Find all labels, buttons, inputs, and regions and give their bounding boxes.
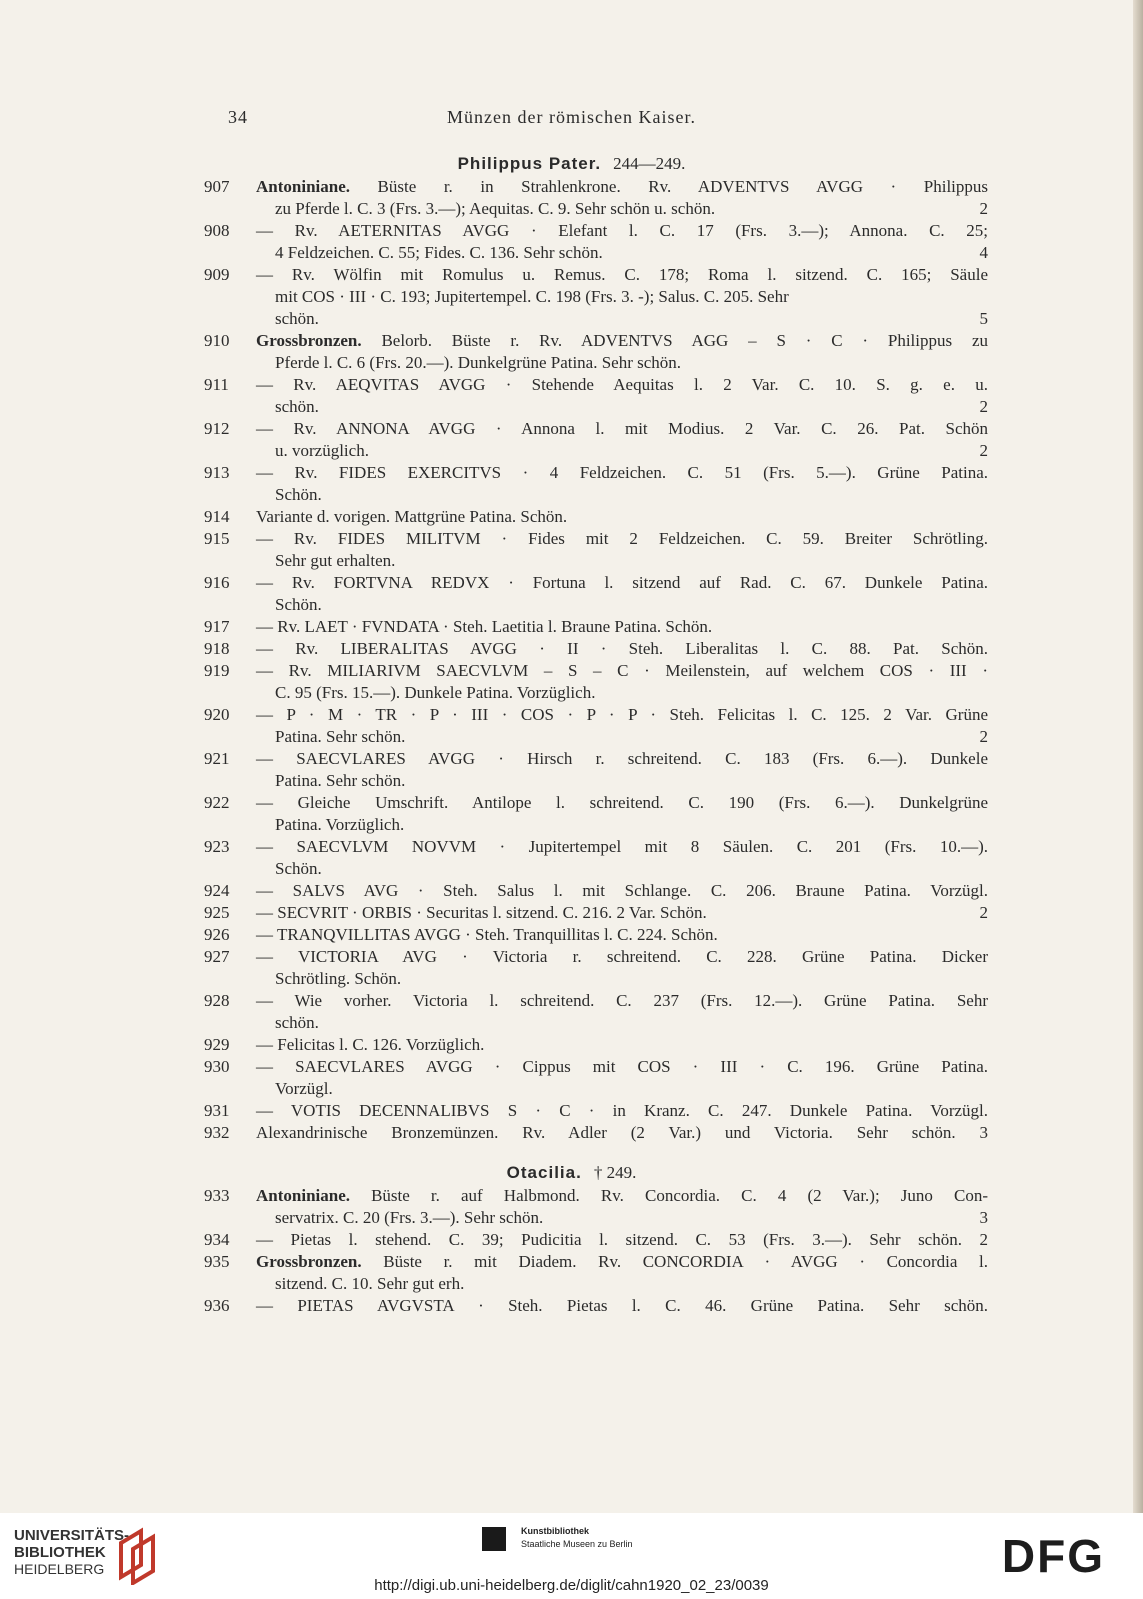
entry-number: 908 xyxy=(204,221,230,240)
entry-number: 917 xyxy=(204,617,230,636)
section-dates: † 249. xyxy=(593,1163,637,1182)
entry-number: 928 xyxy=(204,991,230,1010)
entry-continuation: Patina. Sehr schön. xyxy=(275,771,406,790)
entry-line-1 xyxy=(256,990,988,1012)
entry-continuation: sitzend. C. 10. Sehr gut erh. xyxy=(275,1274,465,1293)
entry-number: 925 xyxy=(204,903,230,922)
entry-number: 924 xyxy=(204,881,230,900)
entry-text: — Rv. FORTVNA REDVX · Fortuna l. sitzend auf Rad. C. 67. Dunkele Patina. xyxy=(256,573,988,592)
entry-line-1 xyxy=(256,1251,988,1273)
entry-line-1 xyxy=(256,572,988,594)
entry-text: — Gleiche Umschrift. Antilope l. schreitend. C. 190 (Frs. 6.—). Dunkelgrüne xyxy=(256,793,988,812)
running-header xyxy=(0,107,1143,131)
entry-count: 2 xyxy=(979,441,988,460)
entry-count: 2 xyxy=(979,727,988,746)
entry-continuation: Patina. Vorzüglich. xyxy=(275,815,405,834)
entry-text: Büste r. mit Diadem. Rv. CONCORDIA · AVGG · Concordia l. xyxy=(361,1252,988,1271)
entry-text: — TRANQVILLITAS AVGG · Steh. Tranquillitas l. C. 224. Schön. xyxy=(256,925,718,944)
entry-number: 922 xyxy=(204,793,230,812)
entry-number: 921 xyxy=(204,749,230,768)
entry-continuation: schön. xyxy=(275,397,319,416)
entry-line-1 xyxy=(256,1295,988,1317)
entry-number: 914 xyxy=(204,507,230,526)
entry-line-1 xyxy=(256,748,988,770)
entry-text: — P · M · TR · P · III · COS · P · P · Steh. Felicitas l. C. 125. 2 Var. Grüne xyxy=(256,705,988,724)
entry-line-1 xyxy=(256,1100,988,1122)
entry-line-1 xyxy=(256,946,988,968)
entry-text: — SAECVLARES AVGG · Cippus mit COS · III · C. 196. Grüne Patina. xyxy=(256,1057,988,1076)
entry-continuation: Sehr gut erhalten. xyxy=(275,551,396,570)
entry-continuation: Schön. xyxy=(275,485,322,504)
entry-number: 920 xyxy=(204,705,230,724)
entry-text: — Rv. ANNONA AVGG · Annona l. mit Modius. 2 Var. C. 26. Pat. Schön xyxy=(256,419,988,438)
entry-count: 2 xyxy=(979,903,988,922)
entry-count: 5 xyxy=(979,309,988,328)
entry-number: 929 xyxy=(204,1035,230,1054)
kb-line-2: Staatliche Museen zu Berlin xyxy=(521,1539,633,1549)
entry-line-1 xyxy=(256,1122,988,1144)
entry-line-1 xyxy=(256,1185,988,1207)
entry-text: — Pietas l. stehend. C. 39; Pudicitia l. sitzend. C. 53 (Frs. 3.—). Sehr schön. 2 xyxy=(256,1230,988,1249)
running-title: Münzen der römischen Kaiser. xyxy=(447,107,696,127)
entry-lead: Antoniniane. xyxy=(256,177,350,196)
page-edge-shadow xyxy=(1133,0,1143,1513)
entry-text: Büste r. in Strahlenkrone. Rv. ADVENTVS AVGG · Philippus xyxy=(350,177,988,196)
entry-number: 934 xyxy=(204,1230,230,1249)
entry-line-1 xyxy=(256,638,988,660)
entry-text: — Rv. AEQVITAS AVGG · Stehende Aequitas l. 2 Var. C. 10. S. g. e. u. xyxy=(256,375,988,394)
entry-number: 919 xyxy=(204,661,230,680)
entry-text: — Rv. LIBERALITAS AVGG · II · Steh. Liberalitas l. C. 88. Pat. Schön. xyxy=(256,639,988,658)
entry-text: — VOTIS DECENNALIBVS S · C · in Kranz. C. 247. Dunkele Patina. Vorzügl. xyxy=(256,1101,988,1120)
entry-text: — Wie vorher. Victoria l. schreitend. C. 237 (Frs. 12.—). Grüne Patina. Sehr xyxy=(256,991,988,1010)
entry-count: 3 xyxy=(979,1208,988,1227)
entry-number: 915 xyxy=(204,529,230,548)
page-number: 34 xyxy=(228,107,248,127)
entry-line-1 xyxy=(256,924,988,946)
entry-line-1 xyxy=(256,704,988,726)
entry-number: 933 xyxy=(204,1186,230,1205)
entry-count: 4 xyxy=(979,243,988,262)
kb-line-1: Kunstbibliothek xyxy=(521,1526,589,1536)
entry-number: 935 xyxy=(204,1252,230,1271)
entry-count: 2 xyxy=(979,397,988,416)
entry-line-1 xyxy=(256,220,988,242)
entry-text: Alexandrinische Bronzemünzen. Rv. Adler (2 Var.) und Victoria. Sehr schön. 3 xyxy=(256,1123,988,1142)
entry-text: — SALVS AVG · Steh. Salus l. mit Schlange. C. 206. Braune Patina. Vorzügl. xyxy=(256,881,988,900)
entry-number: 913 xyxy=(204,463,230,482)
entry-text: — Rv. LAET · FVNDATA · Steh. Laetitia l. Braune Patina. Schön. xyxy=(256,617,713,636)
section-name: Philippus Pater. xyxy=(457,154,602,173)
entry-line-1 xyxy=(256,1034,988,1056)
entry-line-1 xyxy=(256,792,988,814)
entry-continuation: Schrötling. Schön. xyxy=(275,969,402,988)
entry-number: 926 xyxy=(204,925,230,944)
entry-continuation: Vorzügl. xyxy=(275,1079,333,1098)
entry-text: — Felicitas l. C. 126. Vorzüglich. xyxy=(256,1035,485,1054)
entry-number: 912 xyxy=(204,419,230,438)
entry-line-1 xyxy=(256,1229,988,1251)
entry-line-1 xyxy=(256,880,988,902)
ub-heidelberg-logo[interactable] xyxy=(14,1527,129,1578)
entry-number: 909 xyxy=(204,265,230,284)
entry-text: — Rv. FIDES EXERCITVS · 4 Feldzeichen. C. 51 (Frs. 5.—). Grüne Patina. xyxy=(256,463,988,482)
entry-continuation: servatrix. C. 20 (Frs. 3.—). Sehr schön. xyxy=(275,1208,544,1227)
entry-text: Belorb. Büste r. Rv. ADVENTVS AGG – S · C · Philippus zu xyxy=(361,331,988,350)
entry-line-1 xyxy=(256,616,988,638)
entry-continuation: Patina. Sehr schön. xyxy=(275,727,406,746)
entry-continuation: mit COS · III · C. 193; Jupitertempel. C. 198 (Frs. 3. -); Salus. C. 205. Sehr xyxy=(275,287,789,306)
entry-line-1 xyxy=(256,374,988,396)
entry-continuation: u. vorzüglich. xyxy=(275,441,369,460)
entry-number: 930 xyxy=(204,1057,230,1076)
entry-line-1 xyxy=(256,902,988,924)
entry-number: 936 xyxy=(204,1296,230,1315)
entry-line-1 xyxy=(256,264,988,286)
entry-line-1 xyxy=(256,836,988,858)
entry-text: Büste r. auf Halbmond. Rv. Concordia. C. 4 (2 Var.); Juno Con- xyxy=(350,1186,988,1205)
footer-bar xyxy=(0,1513,1143,1599)
ub-line-1: UNIVERSITÄTS- xyxy=(14,1527,130,1544)
entry-number: 910 xyxy=(204,331,230,350)
entry-line-1 xyxy=(256,660,988,682)
entry-number: 923 xyxy=(204,837,230,856)
ub-emblem-icon xyxy=(115,1525,157,1585)
entry-line-1 xyxy=(256,528,988,550)
entry-number: 931 xyxy=(204,1101,230,1120)
entry-line-1 xyxy=(256,506,988,528)
entry-lead: Grossbronzen. xyxy=(256,331,362,350)
entry-continuation: Schön. xyxy=(275,595,322,614)
entry-line-1 xyxy=(256,176,988,198)
section-heading-philippus xyxy=(0,154,1143,174)
section-dates: 244—249. xyxy=(613,154,686,173)
entry-continuation: zu Pferde l. C. 3 (Frs. 3.—); Aequitas. C. 9. Sehr schön u. schön. xyxy=(275,199,716,218)
ub-line-3: HEIDELBERG xyxy=(14,1561,105,1577)
entry-count: 2 xyxy=(979,199,988,218)
entry-text: — SECVRIT · ORBIS · Securitas l. sitzend. C. 216. 2 Var. Schön. xyxy=(256,903,707,922)
entry-text: — SAECVLARES AVGG · Hirsch r. schreitend. C. 183 (Frs. 6.—). Dunkele xyxy=(256,749,988,768)
entry-lead: Grossbronzen. xyxy=(256,1252,362,1271)
entry-number: 932 xyxy=(204,1123,230,1142)
entry-line-1 xyxy=(256,330,988,352)
entry-continuation: Pferde l. C. 6 (Frs. 20.—). Dunkelgrüne Patina. Sehr schön. xyxy=(275,353,682,372)
entry-text: — PIETAS AVGVSTA · Steh. Pietas l. C. 46. Grüne Patina. Sehr schön. xyxy=(256,1296,988,1315)
entry-text: — SAECVLVM NOVVM · Jupitertempel mit 8 Säulen. C. 201 (Frs. 10.—). xyxy=(256,837,988,856)
entry-text: — Rv. Wölfin mit Romulus u. Remus. C. 178; Roma l. sitzend. C. 165; Säule xyxy=(256,265,988,284)
entry-text: — Rv. MILIARIVM SAECVLVM – S – C · Meilenstein, auf welchem COS · III · xyxy=(256,661,988,680)
entry-continuation: Schön. xyxy=(275,859,322,878)
entry-continuation: schön. xyxy=(275,1013,319,1032)
kunstbibliothek-logo-icon xyxy=(482,1527,506,1551)
entry-number: 927 xyxy=(204,947,230,966)
entry-line-1 xyxy=(256,418,988,440)
dfg-logo[interactable]: DFG xyxy=(1001,1530,1105,1582)
entry-line-1 xyxy=(256,462,988,484)
entry-continuation: C. 95 (Frs. 15.—). Dunkele Patina. Vorzüglich. xyxy=(275,683,596,702)
entry-number: 916 xyxy=(204,573,230,592)
entry-lead: Antoniniane. xyxy=(256,1186,350,1205)
entry-continuation: schön. xyxy=(275,309,319,328)
kunstbibliothek-label[interactable] xyxy=(521,1525,633,1551)
section-name: Otacilia. xyxy=(506,1163,582,1182)
entry-text: — Rv. FIDES MILITVM · Fides mit 2 Feldzeichen. C. 59. Breiter Schrötling. xyxy=(256,529,988,548)
entry-line-1 xyxy=(256,1056,988,1078)
ub-line-2: BIBLIOTHEK xyxy=(14,1544,106,1561)
entry-text: — VICTORIA AVG · Victoria r. schreitend. C. 228. Grüne Patina. Dicker xyxy=(256,947,988,966)
entry-number: 918 xyxy=(204,639,230,658)
source-url-link[interactable]: http://digi.ub.uni-heidelberg.de/diglit/cahn1920_02_23/0039 xyxy=(374,1577,769,1594)
entry-number: 911 xyxy=(204,375,229,394)
section-heading-otacilia xyxy=(0,1163,1143,1183)
entry-continuation: 4 Feldzeichen. C. 55; Fides. C. 136. Sehr schön. xyxy=(275,243,603,262)
entry-number: 907 xyxy=(204,177,230,196)
entry-text: — Rv. AETERNITAS AVGG · Elefant l. C. 17 (Frs. 3.—); Annona. C. 25; xyxy=(256,221,988,240)
entry-text: Variante d. vorigen. Mattgrüne Patina. Schön. xyxy=(256,507,568,526)
